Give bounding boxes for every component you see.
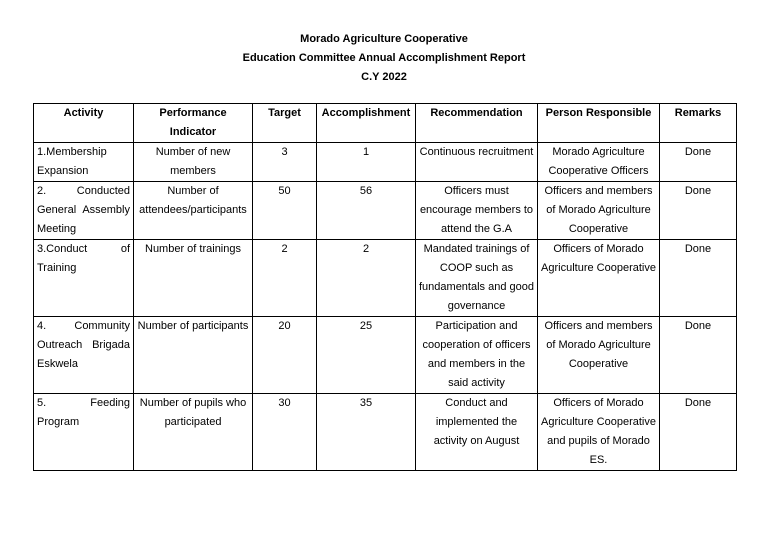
activity-cell	[34, 240, 134, 317]
recommendation-cell: Participation and cooperation of officers and members in the said activity	[416, 317, 538, 394]
accomplishment-table	[33, 103, 737, 471]
target-cell: 30	[253, 394, 317, 471]
accomplishment-cell: 35	[317, 394, 416, 471]
recommendation-cell: Conduct and implemented the activity on August	[416, 394, 538, 471]
table-row	[34, 182, 737, 240]
activity-line: 4. Community	[37, 320, 130, 332]
indicator-cell: Number of trainings	[134, 240, 253, 317]
target-cell: 20	[253, 317, 317, 394]
remarks-cell: Done	[660, 317, 737, 394]
activity-cell	[34, 317, 134, 394]
activity-line: Training	[37, 262, 77, 274]
indicator-cell: Number of pupils who participated	[134, 394, 253, 471]
activity-line: Meeting	[37, 223, 77, 235]
recommendation-cell: Continuous recruitment	[416, 143, 538, 182]
activity-line: 3.Conduct of	[37, 243, 130, 255]
accomplishment-cell: 1	[317, 143, 416, 182]
indicator-cell: Number of new members	[134, 143, 253, 182]
table-row	[34, 240, 737, 317]
activity-line: Outreach Brigada	[37, 339, 130, 351]
target-cell: 3	[253, 143, 317, 182]
person-responsible-cell: Morado Agriculture Cooperative Officers	[538, 143, 660, 182]
org-name-heading: Morado Agriculture Cooperative	[300, 33, 468, 45]
column-header-performance-indicator: Performance Indicator	[134, 104, 253, 143]
activity-line: Expansion	[37, 165, 89, 177]
target-cell: 50	[253, 182, 317, 240]
activity-line: 1.Membership	[37, 146, 107, 158]
activity-line: Eskwela	[37, 358, 78, 370]
target-cell: 2	[253, 240, 317, 317]
report-title-heading: Education Committee Annual Accomplishment Report	[242, 52, 526, 64]
indicator-cell: Number of participants	[134, 317, 253, 394]
column-header-accomplishment: Accomplishment	[317, 104, 416, 143]
activity-line: General Assembly	[37, 204, 130, 216]
activity-line: Program	[37, 416, 80, 428]
activity-line: 5. Feeding	[37, 397, 130, 409]
recommendation-cell: Mandated trainings of COOP such as fundamentals and good governance	[416, 240, 538, 317]
remarks-cell: Done	[660, 182, 737, 240]
accomplishment-cell: 2	[317, 240, 416, 317]
accomplishment-cell: 56	[317, 182, 416, 240]
remarks-cell: Done	[660, 240, 737, 317]
column-header-target: Target	[253, 104, 317, 143]
column-header-remarks: Remarks	[660, 104, 737, 143]
table-row	[34, 143, 737, 182]
activity-cell	[34, 394, 134, 471]
table-row	[34, 317, 737, 394]
table-row	[34, 394, 737, 471]
person-responsible-cell: Officers and members of Morado Agriculture Cooperative	[538, 182, 660, 240]
remarks-cell: Done	[660, 394, 737, 471]
column-header-recommendation: Recommendation	[416, 104, 538, 143]
remarks-cell: Done	[660, 143, 737, 182]
table-header-row	[34, 104, 737, 143]
activity-cell	[34, 182, 134, 240]
person-responsible-cell: Officers and members of Morado Agriculture Cooperative	[538, 317, 660, 394]
activity-cell	[34, 143, 134, 182]
report-period-heading: C.Y 2022	[361, 71, 407, 83]
person-responsible-cell: Officers of Morado Agriculture Cooperative and pupils of Morado ES.	[538, 394, 660, 471]
accomplishment-cell: 25	[317, 317, 416, 394]
recommendation-cell: Officers must encourage members to attend the G.A	[416, 182, 538, 240]
activity-line: 2. Conducted	[37, 185, 130, 197]
person-responsible-cell: Officers of Morado Agriculture Cooperative	[538, 240, 660, 317]
column-header-activity: Activity	[34, 104, 134, 143]
indicator-cell: Number of attendees/participants	[134, 182, 253, 240]
column-header-person-responsible: Person Responsible	[538, 104, 660, 143]
